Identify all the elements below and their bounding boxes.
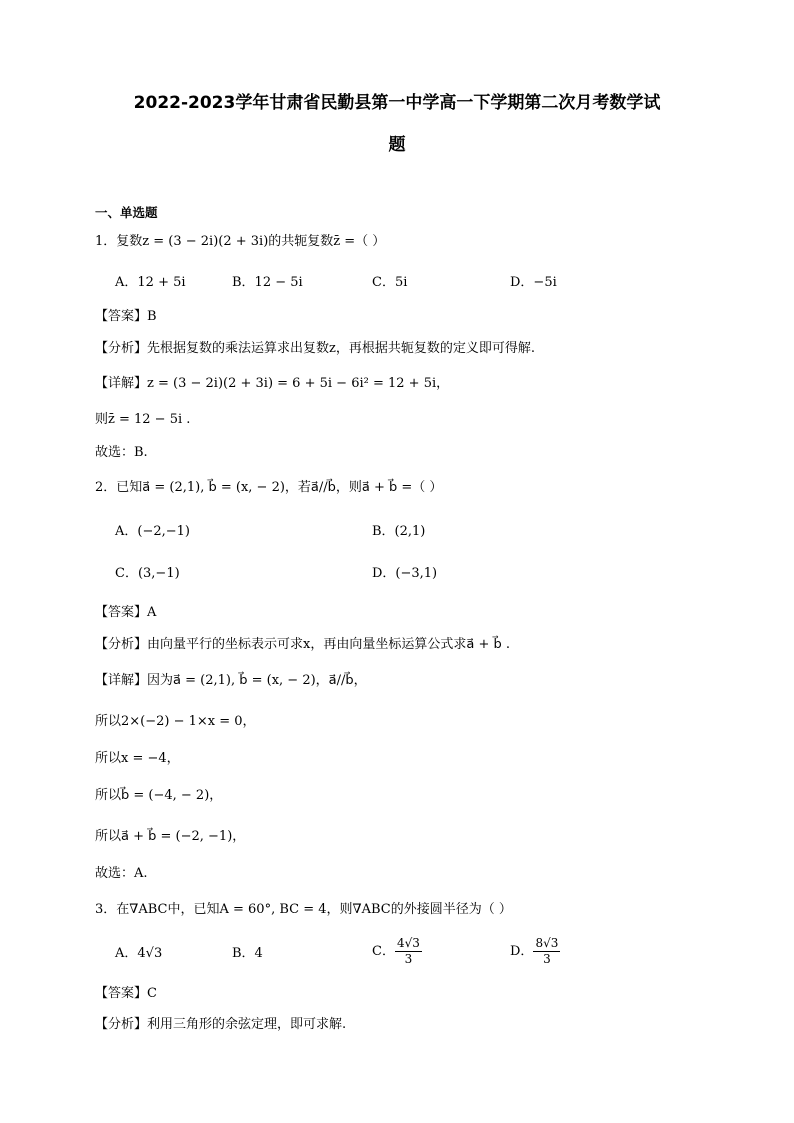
q3-option-c-denominator: 3 — [404, 952, 413, 966]
q2-step-3: 所以b⃗ = (−4, − 2)， — [95, 788, 223, 803]
q2-stem: 2．已知a⃗ = (2,1), b⃗ = (x, − 2)，若a⃗//b⃗，则a⃗ + b⃗ =（ ） — [95, 480, 443, 495]
q3-option-c — [372, 936, 422, 967]
q1-analysis-tag: 【分析】 — [95, 341, 148, 356]
q1-option-a: A．12 + 5i — [115, 275, 186, 290]
q3-option-b: B．4 — [232, 946, 263, 961]
q2-step-1: 所以2×(−2) − 1×x = 0， — [95, 714, 256, 729]
q3-analysis-text: 利用三角形的余弦定理，即可求解. — [147, 1017, 347, 1032]
q2-detail-text: 因为a⃗ = (2,1), b⃗ = (x, − 2)，a⃗//b⃗， — [147, 673, 367, 688]
q1-answer-tag: 【答案】 — [95, 309, 148, 324]
q3-answer-value: C — [147, 986, 157, 1001]
q3-option-c-fraction — [395, 936, 422, 967]
q2-detail-tag: 【详解】 — [95, 673, 148, 688]
q2-choice: 故选：A. — [95, 866, 148, 881]
q1-detail-text: z = (3 − 2i)(2 + 3i) = 6 + 5i − 6i² = 12 + 5i， — [147, 376, 450, 391]
q3-answer-tag: 【答案】 — [95, 986, 148, 1001]
q3-answer-line — [95, 985, 157, 1003]
q2-analysis-tag: 【分析】 — [95, 637, 148, 652]
q2-answer-value: A — [147, 605, 157, 620]
q1-detail-line — [95, 375, 449, 393]
q3-stem: 3．在∇ABC中，已知A = 60°, BC = 4，则∇ABC的外接圆半径为（ ） — [95, 902, 512, 917]
q1-analysis-line — [95, 340, 535, 358]
q2-option-a: A．(−2,−1) — [115, 524, 190, 539]
q3-option-d — [510, 936, 560, 967]
q2-detail-line — [95, 672, 367, 690]
q1-stem: 1．复数z = (3 − 2i)(2 + 3i)的共轭复数z̄ =（ ） — [95, 234, 386, 249]
q1-answer-value: B — [147, 309, 157, 324]
q2-analysis-text: 由向量平行的坐标表示可求x，再由向量坐标运算公式求a⃗ + b⃗ . — [147, 637, 510, 652]
q1-option-c: C．5i — [372, 275, 408, 290]
q1-answer-line — [95, 308, 157, 326]
q1-detail-tag: 【详解】 — [95, 376, 148, 391]
q3-option-d-denominator: 3 — [543, 952, 551, 966]
q2-option-d: D．(−3,1) — [372, 566, 438, 581]
q3-analysis-line — [95, 1016, 346, 1034]
q1-detail-conclusion: 则z̄ = 12 − 5i . — [95, 412, 191, 427]
q2-answer-line — [95, 604, 156, 622]
document-title-line1: 2022-2023学年甘肃省民勤县第一中学高一下学期第二次月考数学试 — [133, 93, 661, 113]
q3-option-c-prefix: C． — [372, 944, 395, 959]
q2-option-b: B．(2,1) — [372, 524, 426, 539]
q3-option-d-numerator: 8√3 — [535, 936, 559, 950]
q1-choice: 故选：B. — [95, 445, 148, 460]
q2-analysis-line — [95, 636, 510, 654]
q2-step-2: 所以x = −4， — [95, 751, 180, 766]
q2-option-c: C．(3,−1) — [115, 566, 180, 581]
document-title-line2: 题 — [388, 135, 406, 155]
q1-option-d: D．−5i — [510, 275, 557, 290]
q3-option-d-prefix: D． — [510, 944, 534, 959]
q1-analysis-text: 先根据复数的乘法运算求出复数z，再根据共轭复数的定义即可得解. — [147, 341, 535, 356]
q2-step-4: 所以a⃗ + b⃗ = (−2, −1)， — [95, 829, 246, 844]
section-heading-single-choice: 一、单选题 — [95, 205, 158, 220]
q3-analysis-tag: 【分析】 — [95, 1017, 148, 1032]
q2-answer-tag: 【答案】 — [95, 605, 148, 620]
q3-option-a: A．4√3 — [115, 946, 163, 961]
q3-option-c-numerator: 4√3 — [396, 936, 420, 950]
q1-option-b: B．12 − 5i — [232, 275, 303, 290]
q3-option-d-fraction — [533, 936, 560, 967]
